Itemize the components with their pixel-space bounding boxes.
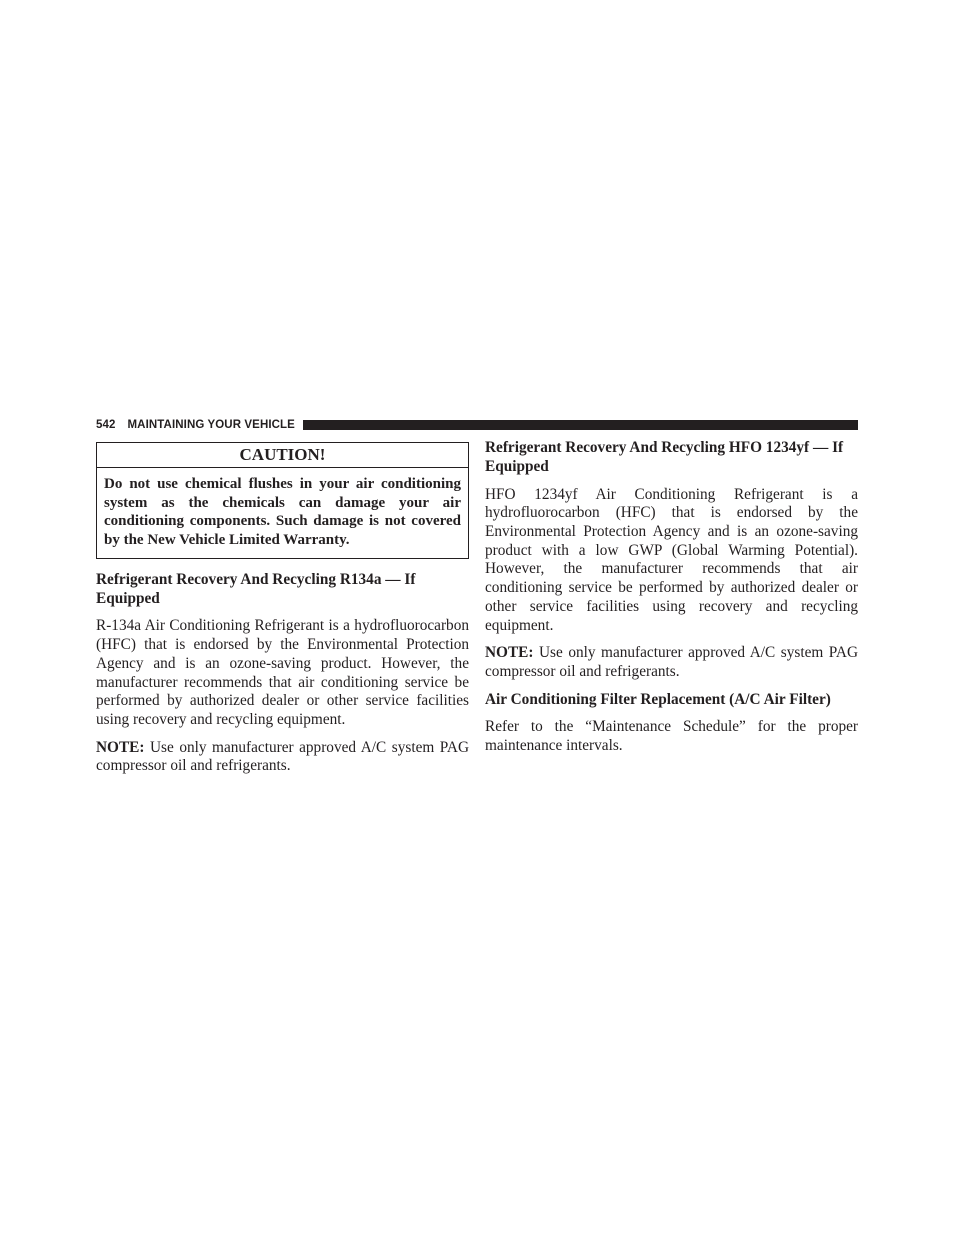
note-label: NOTE:: [96, 738, 145, 756]
heading-r134a: Refrigerant Recovery And Recycling R134a — If Equipped: [96, 570, 416, 607]
note-hfo1234yf: [485, 644, 858, 681]
header-rule: [303, 420, 858, 430]
note-text: Use only manufacturer approved A/C system PAG compressor oil and refrigerants.: [485, 644, 858, 680]
paragraph-hfo1234yf: HFO 1234yf Air Conditioning Refrigerant is a hydrofluorocarbon (HFC) that is endorsed by the Environmental Protection Agency and is an ozone-saving product with a low GWP (Global Warming Potential). However, the manufacturer recommends that air conditioning service be performed by authorized dealer or other service facilities using recovery and recycling equipment.: [485, 485, 858, 634]
caution-body: Do not use chemical flushes in your air conditioning system as the chemicals can damage your air conditioning components. Such damage is not covered by the New Vehicle Limited Warranty.: [104, 476, 461, 549]
page-number: 542: [96, 419, 116, 431]
section-title: MAINTAINING YOUR VEHICLE: [127, 419, 295, 431]
paragraph-r134a: R-134a Air Conditioning Refrigerant is a hydrofluorocarbon (HFC) that is endorsed by the Environmental Protection Agency and is an ozone-saving product. However, the manufacturer recommends that air conditioning service be performed by authorized dealer or other service facilities using recovery and recycling equipment.: [96, 617, 469, 728]
note-label: NOTE:: [485, 644, 534, 662]
paragraph-ac-filter: Refer to the “Maintenance Schedule” for the proper maintenance intervals.: [485, 718, 858, 755]
left-column: [96, 442, 469, 776]
heading-ac-filter: Air Conditioning Filter Replacement (A/C Air Filter): [485, 690, 831, 708]
page-header: [96, 418, 858, 432]
note-r134a: [96, 739, 469, 776]
note-text: Use only manufacturer approved A/C system PAG compressor oil and refrigerants.: [96, 738, 469, 775]
caution-box: [96, 442, 469, 559]
caution-title: CAUTION!: [97, 443, 468, 468]
right-column: [485, 439, 858, 756]
heading-hfo1234yf: Refrigerant Recovery And Recycling HFO 1234yf — If Equipped: [485, 439, 844, 475]
